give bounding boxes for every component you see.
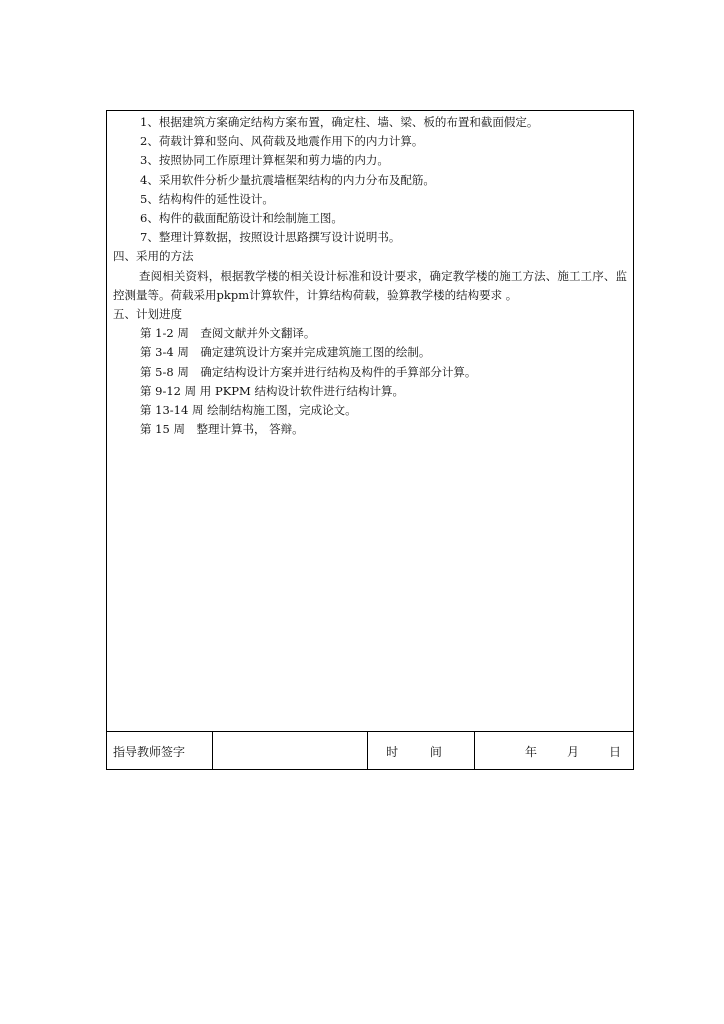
content-cell: [107, 111, 633, 733]
task-item-6: 6、构件的截面配筋设计和绘制施工图。: [140, 211, 343, 226]
time-label: 时 间: [368, 732, 475, 770]
task-item-3: 3、按照协同工作原理计算框架和剪力墙的内力。: [140, 153, 389, 168]
form-table: [106, 110, 634, 770]
task-item-1: 1、根据建筑方案确定结构方案布置，确定柱、墙、梁、板的布置和截面假定。: [140, 115, 539, 129]
schedule-item-6: 第 15 周 整理计算书， 答辩。: [140, 422, 304, 437]
month-label: 月: [566, 744, 579, 759]
year-label: 年: [524, 744, 537, 759]
signature-row: [107, 731, 633, 770]
task-item-2: 2、荷载计算和竖向、风荷载及地震作用下的内力计算。: [140, 134, 424, 149]
day-label: 日: [608, 744, 621, 759]
method-paragraph: 查阅相关资料，根据教学楼的相关设计标准和设计要求，确定教学楼的施工方法、施工工序、监控测量等。荷载采用pkpm计算软件，计算结构荷载，验算教学楼的结构要求 。: [113, 268, 627, 302]
schedule-item-1: 第 1-2 周 查阅文献并外文翻译。: [140, 326, 316, 341]
task-item-5: 5、结构构件的延性设计。: [140, 191, 274, 206]
supervisor-signature-label: 指导教师签字: [107, 732, 213, 770]
date-field[interactable]: [475, 732, 633, 770]
schedule-heading: 五、计划进度: [113, 307, 182, 322]
task-item-4: 4、采用软件分析少量抗震墙框架结构的内力分布及配筋。: [140, 172, 435, 187]
schedule-item-3: 第 5-8 周 确定结构设计方案并进行结构及构件的手算部分计算。: [140, 364, 477, 379]
schedule-item-2: 第 3-4 周 确定建筑设计方案并完成建筑施工图的绘制。: [140, 345, 431, 360]
schedule-item-5: 第 13-14 周 绘制结构施工图，完成论文。: [140, 403, 357, 418]
schedule-item-4: 第 9-12 周 用 PKPM 结构设计软件进行结构计算。: [140, 383, 404, 398]
task-item-7: 7、整理计算数据，按照设计思路撰写设计说明书。: [140, 230, 401, 245]
supervisor-signature-field[interactable]: [213, 732, 368, 770]
method-heading: 四、采用的方法: [113, 249, 194, 264]
